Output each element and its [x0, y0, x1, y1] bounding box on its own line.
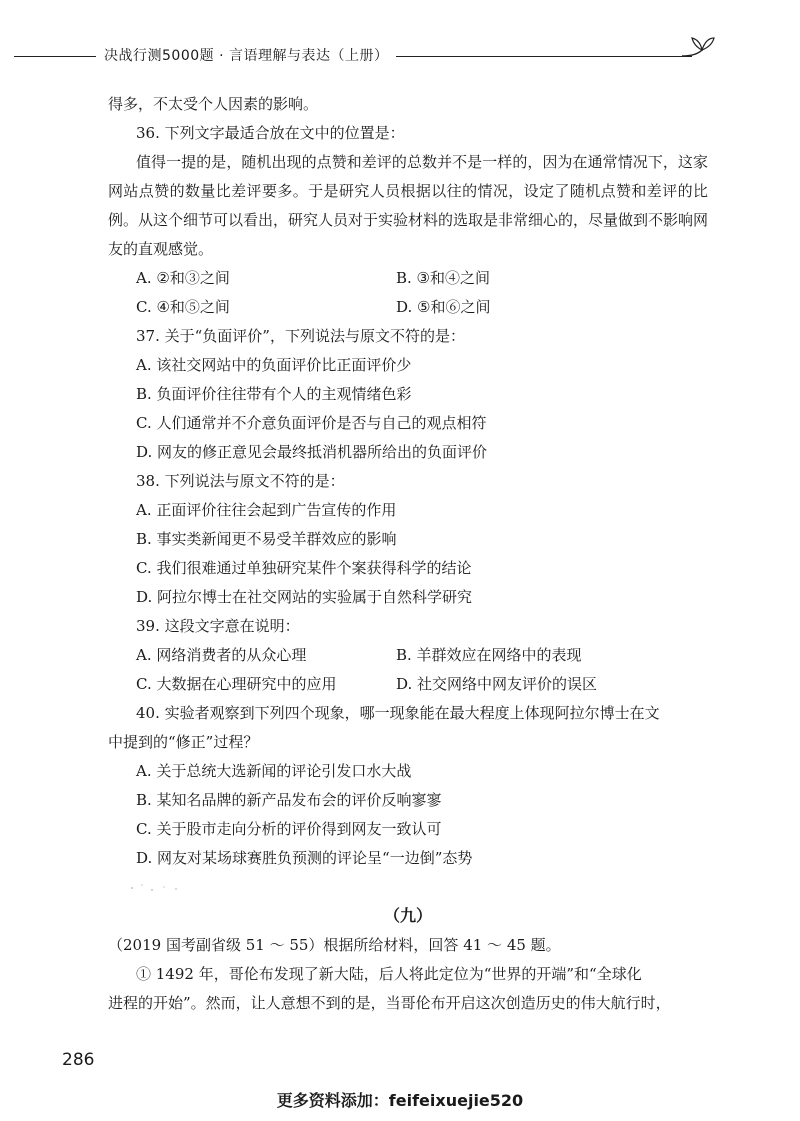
- option-a: A. 网络消费者的从众心理: [136, 646, 307, 664]
- option-b: B. 某知名品牌的新产品发布会的评价反响寥寥: [136, 791, 442, 809]
- question-39: 39. 这段文字意在说明：: [136, 617, 300, 635]
- question-38: 38. 下列说法与原文不符的是：: [136, 472, 345, 490]
- option-a: A. ②和③之间: [136, 269, 230, 287]
- header-rule-right: [396, 56, 692, 57]
- option-d: D. 阿拉尔博士在社交网站的实验属于自然科学研究: [136, 588, 473, 606]
- question-36-passage: 值得一提的是，随机出现的点赞和差评的总数并不是一样的，因为在通常情况下，这家网站点赞的数量比差评要多。于是研究人员根据以往的情况，设定了随机点赞和差评的比例。从这个细节可以看出，研究人员对于实验材料的选取是非常细心的，尽量做到不影响网友的直观感觉。: [108, 153, 709, 258]
- scan-specks: [128, 882, 188, 894]
- option-b: B. ③和④之间: [396, 269, 491, 287]
- option-c: C. 大数据在心理研究中的应用: [136, 675, 337, 693]
- option-b: B. 负面评价往往带有个人的主观情绪色彩: [136, 385, 412, 403]
- question-36-options-row1: [108, 264, 708, 293]
- option-b: B. 事实类新闻更不易受羊群效应的影响: [136, 530, 397, 548]
- option-a: A. 关于总统大选新闻的评论引发口水大战: [136, 762, 412, 780]
- material-intro: （2019 国考副省级 51 ～ 55）根据所给材料，回答 41 ～ 45 题。: [108, 936, 561, 954]
- option-d: D. 网友的修正意见会最终抵消机器所给出的负面评价: [136, 443, 488, 461]
- option-d: D. 网友对某场球赛胜负预测的评论呈“一边倒”态势: [136, 849, 473, 867]
- option-a: A. 该社交网站中的负面评价比正面评价少: [136, 356, 412, 374]
- option-b: B. 羊群效应在网络中的表现: [396, 646, 582, 664]
- option-c: C. 关于股市走向分析的评价得到网友一致认可: [136, 820, 442, 838]
- question-40-line2: 中提到的“修正”过程？: [108, 733, 259, 751]
- header-rule-left: [14, 56, 96, 57]
- option-c: C. ④和⑤之间: [136, 298, 230, 316]
- question-39-options-row1: [108, 641, 708, 670]
- question-40-line1: 40. 实验者观察到下列四个现象，哪一现象能在最大程度上体现阿拉尔博士在文: [136, 704, 660, 722]
- question-37: 37. 关于“负面评价”，下列说法与原文不符的是：: [136, 327, 465, 345]
- option-a: A. 正面评价往往会起到广告宣传的作用: [136, 501, 397, 519]
- paragraph-1-line1: ① 1492 年，哥伦布发现了新大陆，后人将此定位为“世界的开端”和“全球化: [136, 965, 642, 983]
- question-36: 36. 下列文字最适合放在文中的位置是：: [136, 124, 405, 142]
- question-39-options-row2: [108, 670, 708, 699]
- footer-note: 更多资料添加：feifeixuejie520: [276, 1091, 524, 1110]
- sprout-icon: [678, 32, 718, 62]
- page-body: [108, 90, 708, 1018]
- option-c: C. 我们很难通过单独研究某件个案获得科学的结论: [136, 559, 472, 577]
- section-heading: （九）: [383, 906, 432, 925]
- continued-text: 得多，不太受个人因素的影响。: [108, 95, 319, 113]
- option-d: D. ⑤和⑥之间: [396, 298, 491, 316]
- page-number: 286: [62, 1050, 95, 1070]
- option-c: C. 人们通常并不介意负面评价是否与自己的观点相符: [136, 414, 487, 432]
- running-header: [14, 44, 714, 68]
- option-d: D. 社交网络中网友评价的误区: [396, 675, 598, 693]
- question-36-options-row2: [108, 293, 708, 322]
- header-title: 决战行测5000题 · 言语理解与表达（上册）: [104, 48, 389, 64]
- paragraph-1-line2: 进程的开始”。然而，让人意想不到的是，当哥伦布开启这次创造历史的伟大航行时，: [108, 994, 671, 1012]
